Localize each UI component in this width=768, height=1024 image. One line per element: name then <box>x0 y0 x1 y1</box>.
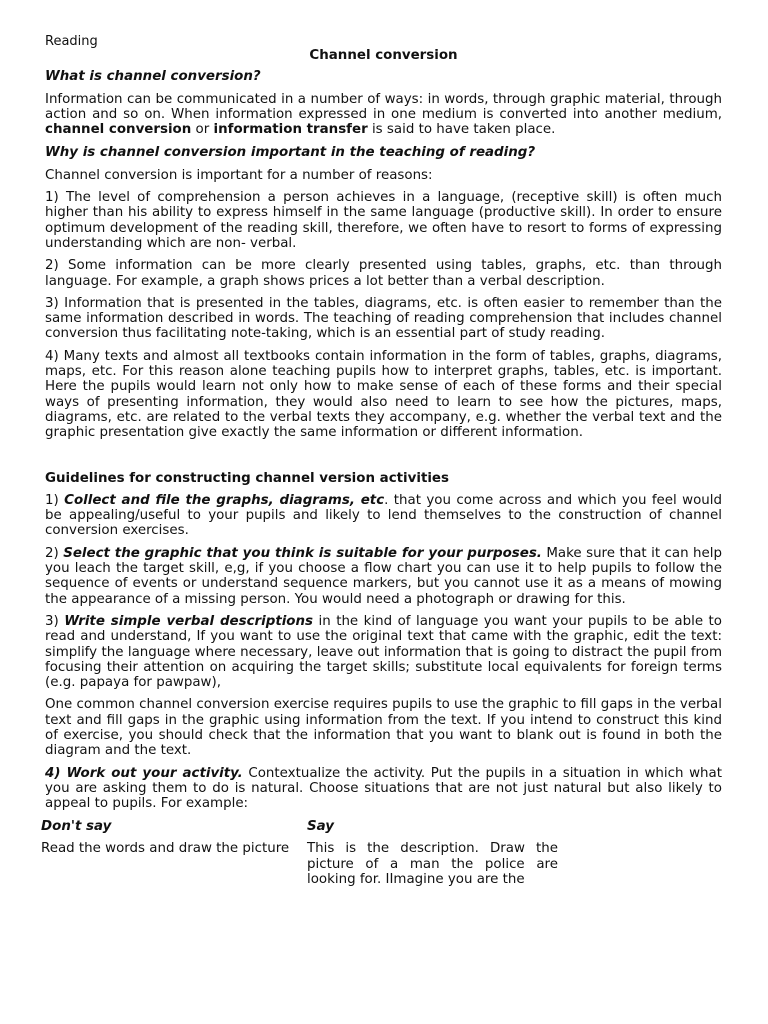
definition-paragraph <box>45 92 722 138</box>
reason-3: 3) Information that is presented in the tables, diagrams, etc. is often easier to remember than the same information described in words. The teaching of reading comprehension that includes channel conversion thus facilitating note-taking, which is an essential part of study reading. <box>45 295 722 342</box>
say-heading: Say <box>307 819 334 835</box>
guideline-3-lead: Write simple verbal descriptions <box>64 613 314 629</box>
guideline-4-text: Contextualize the activity. Put the pupils in a situation in which what you are asking them to do is natural. Choose situations that are not just natural but also likely to appeal to pupils. For example: <box>45 765 722 812</box>
guideline-1-number: 1) <box>45 492 65 508</box>
guideline-2-lead: Select the graphic that you think is suitable for your purposes. <box>63 545 542 561</box>
question-what-is: What is channel conversion? <box>45 69 261 85</box>
definition-text-start: Information can be communicated in a number of ways: in words, through graphic material, through action and so on. When information expressed in one medium is converted into another medium, <box>45 91 722 122</box>
reason-4: 4) Many texts and almost all textbooks contain information in the form of tables, graphs, diagrams, maps, etc. For this reason alone teaching pupils how to interpret graphs, tables, etc. is important. Here the pupils would learn not only how to make sense of each of these forms and their special ways of presenting information, they would also need to learn to see how the pictures, maps, diagrams, etc. are related to the verbal texts they accompany, e.g. whether the verbal text and the graphic presentation give exactly the same information or different information. <box>45 348 722 441</box>
guideline-3-text: in the kind of language you want your pupils to be able to read and understand, If you want to use the original text that came with the graphic, edit the text: simplify the language where necessary, leave out information that is going to distract the pupil from focusing their attention on acquiring the target skills; substitute local equivalents for foreign terms (e.g. papaya for pawpaw), <box>45 613 722 691</box>
guideline-4 <box>45 766 722 812</box>
say-column <box>307 819 558 887</box>
guideline-1-lead: Collect and file the graphs, diagrams, etc <box>64 492 385 508</box>
header-label: Reading <box>45 34 98 49</box>
guidelines-heading: Guidelines for constructing channel version activities <box>45 470 449 486</box>
guideline-3 <box>45 614 722 690</box>
common-exercise-paragraph: One common channel conversion exercise requires pupils to use the graphic to fill gaps in the verbal text and fill gaps in the graphic using information from the text. If you intend to construct this kind of exercise, you should check that the information that you want to blank out is found in both the diagram and the text. <box>45 697 722 759</box>
guideline-2-number: 2) <box>45 545 64 561</box>
example-table <box>41 819 722 939</box>
dont-say-column <box>41 819 293 856</box>
page-title: Channel conversion <box>309 48 458 63</box>
say-text: This is the description. Draw the picture of a man the police are looking for. IImagine you are the <box>307 841 558 888</box>
document-page <box>41 34 722 939</box>
guideline-1-text: . that you come across and which you feel would be appealing/useful to your pupils and likely to lend themselves to the construction of channel conversion exercises. <box>45 492 722 539</box>
guideline-4-lead: 4) Work out your activity. <box>45 765 243 781</box>
guideline-1 <box>45 493 722 539</box>
term-information-transfer: information transfer <box>213 122 368 138</box>
reasons-intro: Channel conversion is important for a number of reasons: <box>45 167 433 183</box>
guideline-2-text: Make sure that it can help you leach the target skill, e,g, if you choose a flow chart you can use it to help pupils to follow the sequence of events or understand sequence markers, but you cannot use it as a means of mowing the appearance of a missing person. You would need a photograph or drawing for this. <box>45 545 722 607</box>
definition-text-or: or <box>191 122 214 138</box>
guideline-2 <box>45 546 722 607</box>
reason-1: 1) The level of comprehension a person achieves in a language, (receptive skill) is often much higher than his ability to express himself in the same language (productive skill). In order to ensure optimum development of the reading skill, therefore, we often have to resort to forms of expressing understanding which are non- verbal. <box>45 190 722 251</box>
guideline-3-number: 3) <box>45 613 65 629</box>
term-channel-conversion: channel conversion <box>45 122 192 138</box>
dont-say-text: Read the words and draw the picture <box>41 841 290 857</box>
definition-text-end: is said to have taken place. <box>367 122 556 138</box>
dont-say-heading: Don't say <box>41 819 112 835</box>
reason-2: 2) Some information can be more clearly presented using tables, graphs, etc. than through language. For example, a graph shows prices a lot better than a verbal description. <box>45 258 722 289</box>
question-why-important: Why is channel conversion important in the teaching of reading? <box>45 145 536 161</box>
